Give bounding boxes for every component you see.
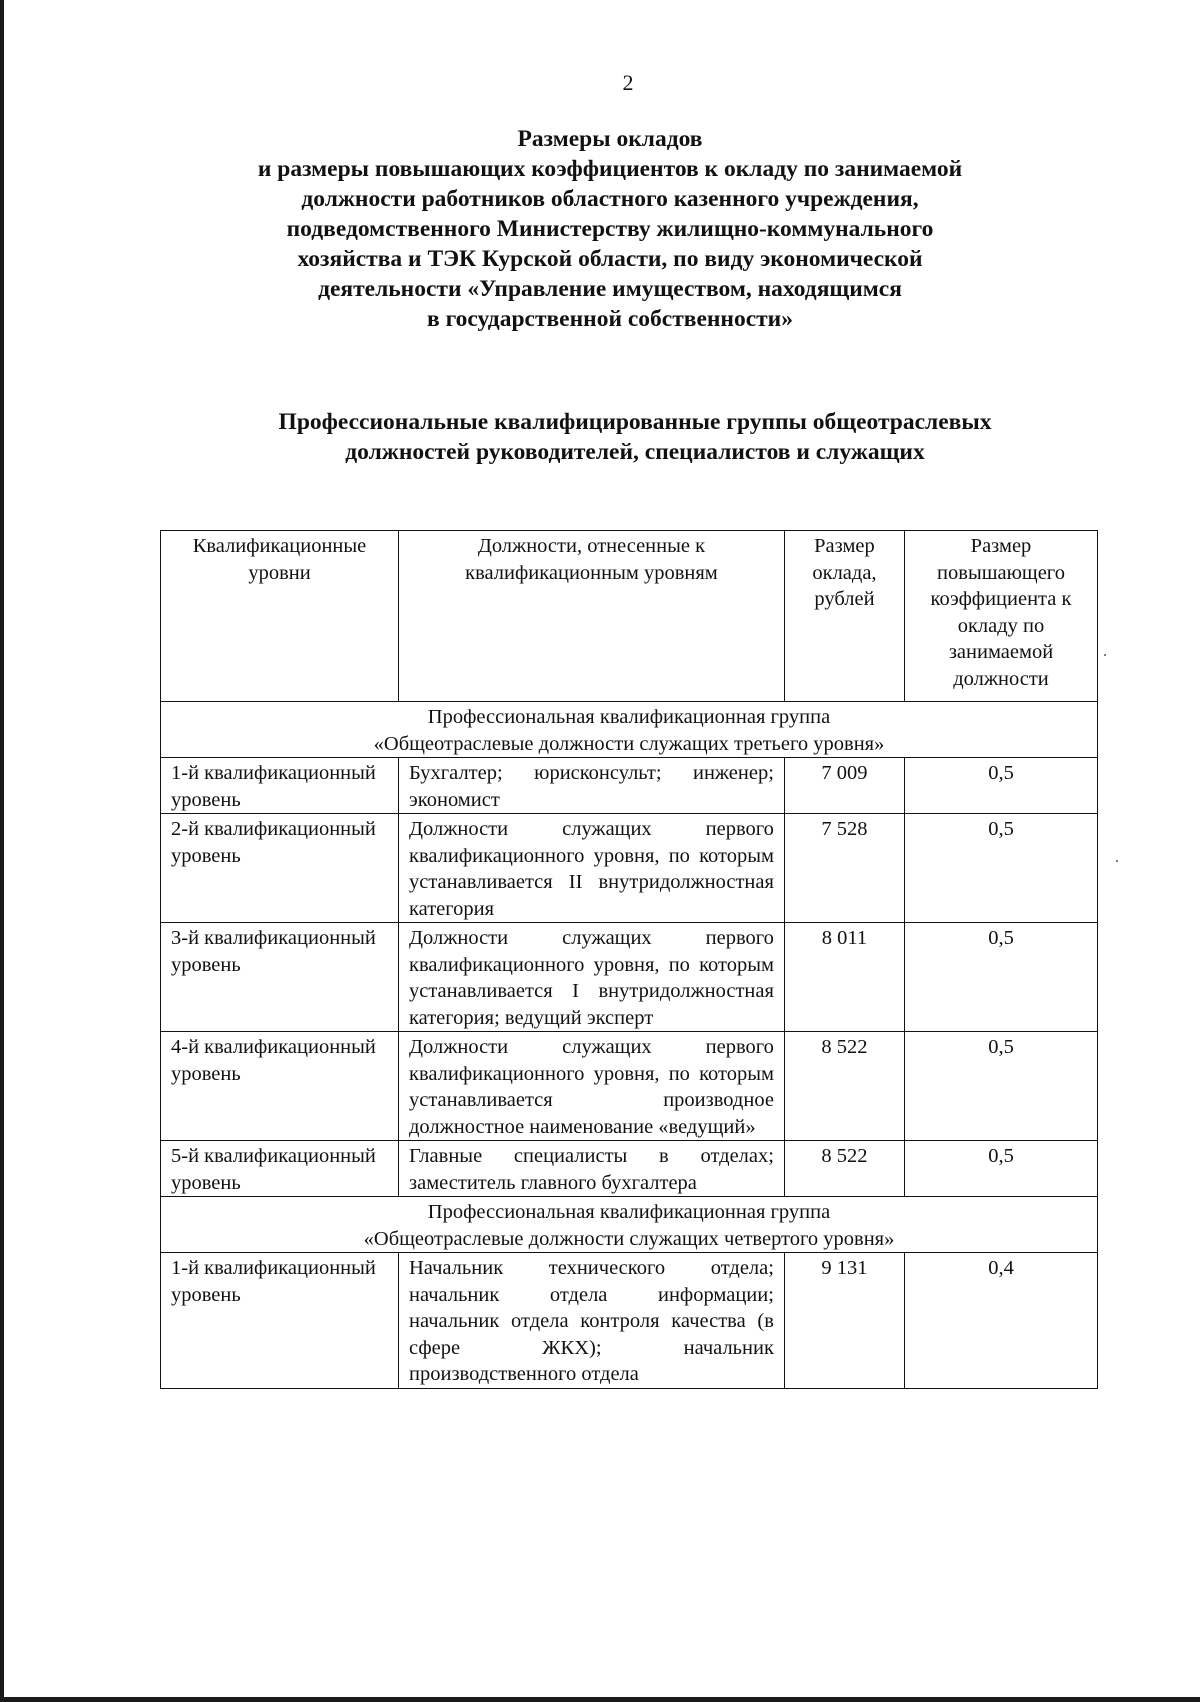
page-number: 2: [622, 70, 634, 95]
cell-level: 4-й квалификационный уровень: [161, 1032, 399, 1141]
title-line: подведомственного Министерству жилищно-коммунального: [286, 216, 934, 242]
cell-coefficient: 0,4: [905, 1253, 1098, 1389]
group-title: [161, 702, 1098, 758]
cell-level: 1-й квалификационный уровень: [161, 1253, 399, 1389]
group-header-row: [161, 1197, 1098, 1253]
cell-salary: 7 009: [784, 758, 904, 814]
group-title-line: «Общеотраслевые должности служащих третьего уровня»: [373, 732, 885, 755]
title-line: Размеры окладов: [517, 126, 703, 152]
cell-level: 1-й квалификационный уровень: [161, 758, 399, 814]
cell-positions: Должности служащих первого квалификационного уровня, по которым устанавливается I внутридолжностная категория; ведущий эксперт: [399, 923, 785, 1032]
cell-salary: 8 522: [784, 1141, 904, 1197]
group-title-line: Профессиональная квалификационная группа: [427, 706, 831, 728]
header-salary: Размер оклада, рублей: [784, 531, 904, 702]
table-row: [161, 1253, 1098, 1389]
table-row: [161, 1141, 1098, 1197]
group-title: [161, 1197, 1098, 1253]
cell-coefficient: 0,5: [905, 923, 1098, 1032]
section-title-line: Профессиональные квалифицированные группы общеотраслевых: [278, 409, 992, 435]
header-positions: Должности, отнесенные к квалификационным уровням: [399, 531, 785, 702]
header-level: Квалификационные уровни: [161, 531, 399, 702]
title-line: должности работников областного казенного учреждения,: [301, 186, 919, 212]
table-row: [161, 758, 1098, 814]
title-line: и размеры повышающих коэффициентов к окладу по занимаемой: [257, 156, 963, 182]
section-title: [200, 407, 1070, 467]
cell-salary: 9 131: [784, 1253, 904, 1389]
cell-positions: Бухгалтер; юрисконсульт; инженер; экономист: [399, 758, 785, 814]
cell-salary: 8 522: [784, 1032, 904, 1141]
cell-coefficient: 0,5: [905, 758, 1098, 814]
scan-bottom-edge: [0, 1697, 1200, 1702]
table-row: [161, 1032, 1098, 1141]
cell-positions: Начальник технического отдела; начальник отдела информации; начальник отдела контроля качества (в сфере ЖКХ); начальник производственного отдела: [399, 1253, 785, 1389]
table-header-row: [161, 531, 1098, 702]
group-header-row: [161, 702, 1098, 758]
scan-speck: [1116, 860, 1118, 862]
cell-salary: 7 528: [784, 814, 904, 923]
cell-level: 5-й квалификационный уровень: [161, 1141, 399, 1197]
group-title-line: «Общеотраслевые должности служащих четвертого уровня»: [363, 1227, 895, 1250]
section-title-line: должностей руководителей, специалистов и служащих: [345, 439, 925, 465]
scan-speck: [1104, 654, 1106, 656]
cell-coefficient: 0,5: [905, 814, 1098, 923]
scan-left-edge: [0, 0, 4, 1702]
cell-coefficient: 0,5: [905, 1032, 1098, 1141]
table-row: [161, 814, 1098, 923]
salary-table: [160, 530, 1098, 1389]
cell-level: 2-й квалификационный уровень: [161, 814, 399, 923]
group-title-line: Профессиональная квалификационная группа: [427, 1201, 831, 1223]
cell-level: 3-й квалификационный уровень: [161, 923, 399, 1032]
header-coefficient: Размер повышающего коэффициента к окладу по занимаемой должности: [905, 531, 1098, 702]
cell-coefficient: 0,5: [905, 1141, 1098, 1197]
cell-positions: Должности служащих первого квалификационного уровня, по которым устанавливается II внутридолжностная категория: [399, 814, 785, 923]
title-line: хозяйства и ТЭК Курской области, по виду экономической: [297, 246, 923, 272]
document-title: [140, 124, 1080, 334]
table-row: [161, 923, 1098, 1032]
title-line: деятельности «Управление имуществом, находящимся: [318, 276, 902, 302]
cell-salary: 8 011: [784, 923, 904, 1032]
title-line: в государственной собственности»: [427, 306, 793, 332]
cell-positions: Главные специалисты в отделах; заместитель главного бухгалтера: [399, 1141, 785, 1197]
cell-positions: Должности служащих первого квалификационного уровня, по которым устанавливается производное должностное наименование «ведущий»: [399, 1032, 785, 1141]
